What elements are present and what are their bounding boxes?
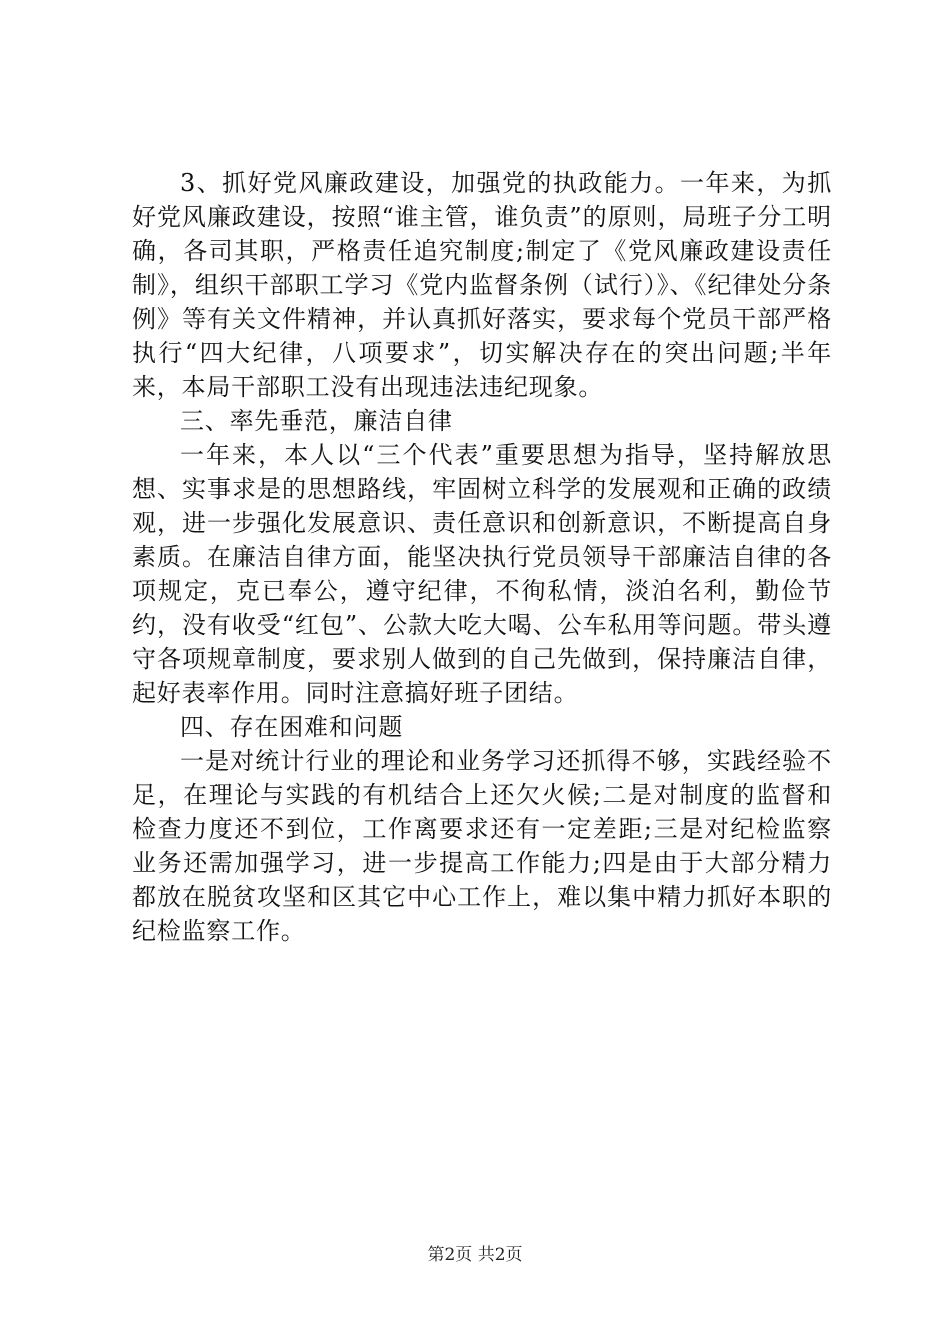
paragraph-problems: 一是对统计行业的理论和业务学习还抓得不够，实践经验不足，在理论与实践的有机结合上还欠火候;二是对制度的监督和检查力度还不到位，工作离要求还有一定差距;三是对纪检监察业务还需加强学习，进一步提高工作能力;四是由于大部分精力都放在脱贫攻坚和区其它中心工作上，难以集中精力抓好本职的纪检监察工作。: [132, 747, 832, 945]
paragraph-party-conduct: 3、抓好党风廉政建设，加强党的执政能力。一年来，为抓好党风廉政建设，按照“谁主管，谁负责”的原则，局班子分工明确，各司其职，严格责任追究制度;制定了《党风廉政建设责任制》，组织干部职工学习《党内监督条例（试行）》、《纪律处分条例》等有关文件精神，并认真抓好落实，要求每个党员干部严格执行“四大纪律，八项要求”，切实解决存在的突出问题;半年来，本局干部职工没有出现违法违纪现象。: [132, 169, 832, 401]
section-heading-problems: 四、存在困难和问题: [180, 713, 404, 741]
page-number-footer: 第2页 共2页: [427, 1245, 523, 1265]
paragraph-self-discipline: 一年来，本人以“三个代表”重要思想为指导，坚持解放思想、实事求是的思想路线，牢固树立科学的发展观和正确的政绩观，进一步强化发展意识、责任意识和创新意识，不断提高自身素质。在廉洁自律方面，能坚决执行党员领导干部廉洁自律的各项规定，克已奉公，遵守纪律，不徇私情，淡泊名利，勤俭节约，没有收受“红包”、公款大吃大喝、公车私用等问题。带头遵守各项规章制度，要求别人做到的自己先做到，保持廉洁自律，起好表率作用。同时注意搞好班子团结。: [132, 441, 832, 707]
document-body: [132, 166, 832, 948]
section-heading-self-discipline: 三、率先垂范，廉洁自律: [180, 407, 453, 435]
